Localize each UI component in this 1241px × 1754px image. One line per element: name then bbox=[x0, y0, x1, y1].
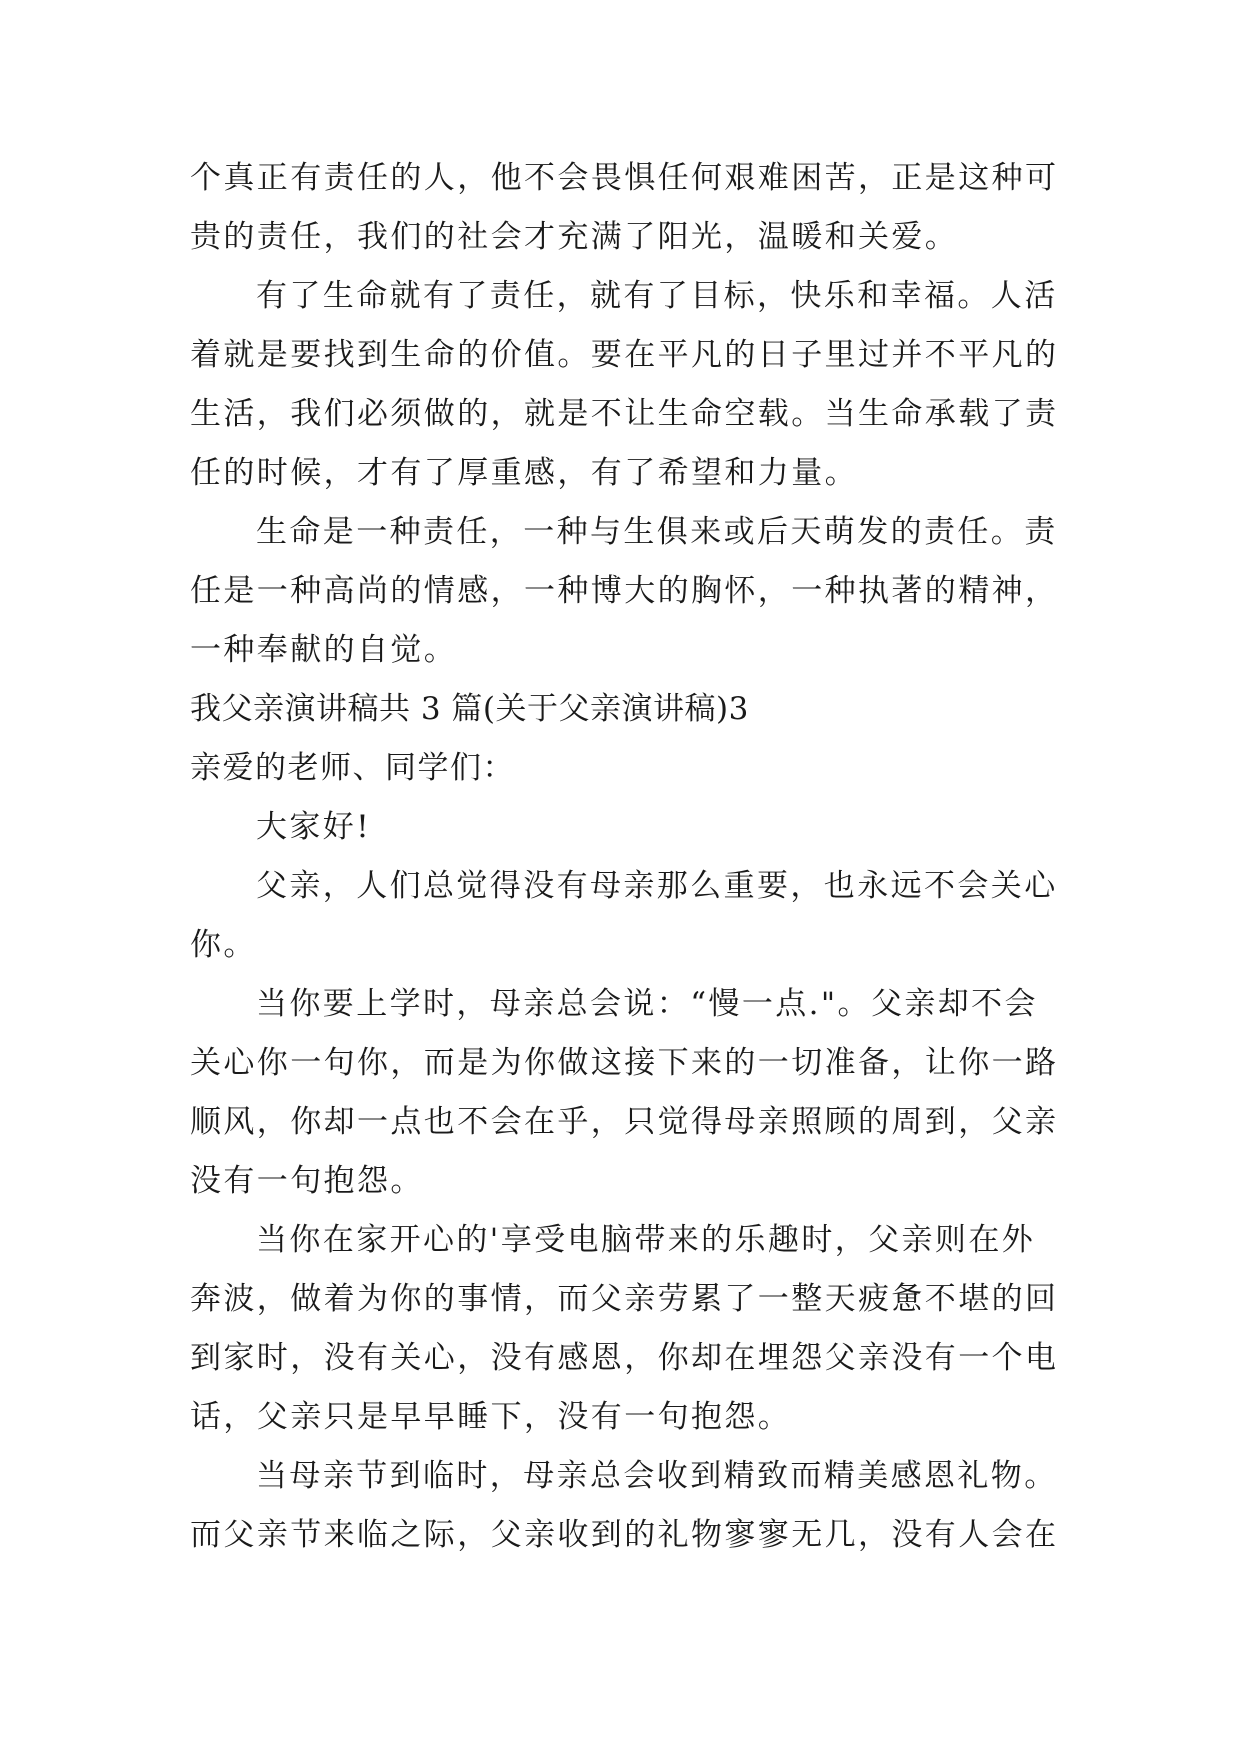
text-line: 没有一句抱怨。 bbox=[190, 1163, 424, 1199]
text-line: 到家时，没有关心，没有感恩，你却在埋怨父亲没有一个电 bbox=[190, 1340, 1059, 1376]
text-line: 话，父亲只是早早睡下，没有一句抱怨。 bbox=[190, 1399, 792, 1435]
text-line: 奔波，做着为你的事情，而父亲劳累了一整天疲惫不堪的回 bbox=[190, 1281, 1059, 1317]
text-line: 而父亲节来临之际，父亲收到的礼物寥寥无几，没有人会在 bbox=[190, 1517, 1059, 1553]
paragraph-start: 父亲，人们总觉得没有母亲那么重要，也永远不会关心 bbox=[256, 868, 1058, 904]
section-title: 我父亲演讲稿共 3 篇(关于父亲演讲稿)3 bbox=[190, 691, 749, 727]
paragraph-start: 当你要上学时，母亲总会说：“慢一点."。父亲却不会 bbox=[256, 986, 1038, 1022]
paragraph-start: 当你在家开心的'享受电脑带来的乐趣时，父亲则在外 bbox=[256, 1222, 1036, 1258]
text-line: 着就是要找到生命的价值。要在平凡的日子里过并不平凡的 bbox=[190, 337, 1059, 373]
paragraph-start: 有了生命就有了责任，就有了目标，快乐和幸福。人活 bbox=[256, 278, 1058, 314]
text-line: 顺风，你却一点也不会在乎，只觉得母亲照顾的周到，父亲 bbox=[190, 1104, 1059, 1140]
salutation: 亲爱的老师、同学们： bbox=[190, 750, 515, 786]
greeting: 大家好! bbox=[256, 809, 372, 845]
text-line: 任的时候，才有了厚重感，有了希望和力量。 bbox=[190, 455, 858, 491]
text-line: 贵的责任，我们的社会才充满了阳光，温暖和关爱。 bbox=[190, 219, 959, 255]
text-line: 个真正有责任的人，他不会畏惧任何艰难困苦，正是这种可 bbox=[190, 160, 1059, 196]
text-line: 你。 bbox=[190, 927, 257, 963]
paragraph-start: 当母亲节到临时，母亲总会收到精致而精美感恩礼物。 bbox=[256, 1458, 1058, 1494]
text-line: 任是一种高尚的情感，一种博大的胸怀，一种执著的精神， bbox=[190, 573, 1059, 609]
document-page bbox=[190, 160, 1060, 1553]
text-line: 关心你一句你，而是为你做这接下来的一切准备，让你一路 bbox=[190, 1045, 1059, 1081]
paragraph-start: 生命是一种责任，一种与生俱来或后天萌发的责任。责 bbox=[256, 514, 1058, 550]
text-line: 生活，我们必须做的，就是不让生命空载。当生命承载了责 bbox=[190, 396, 1059, 432]
text-line: 一种奉献的自觉。 bbox=[190, 632, 458, 668]
